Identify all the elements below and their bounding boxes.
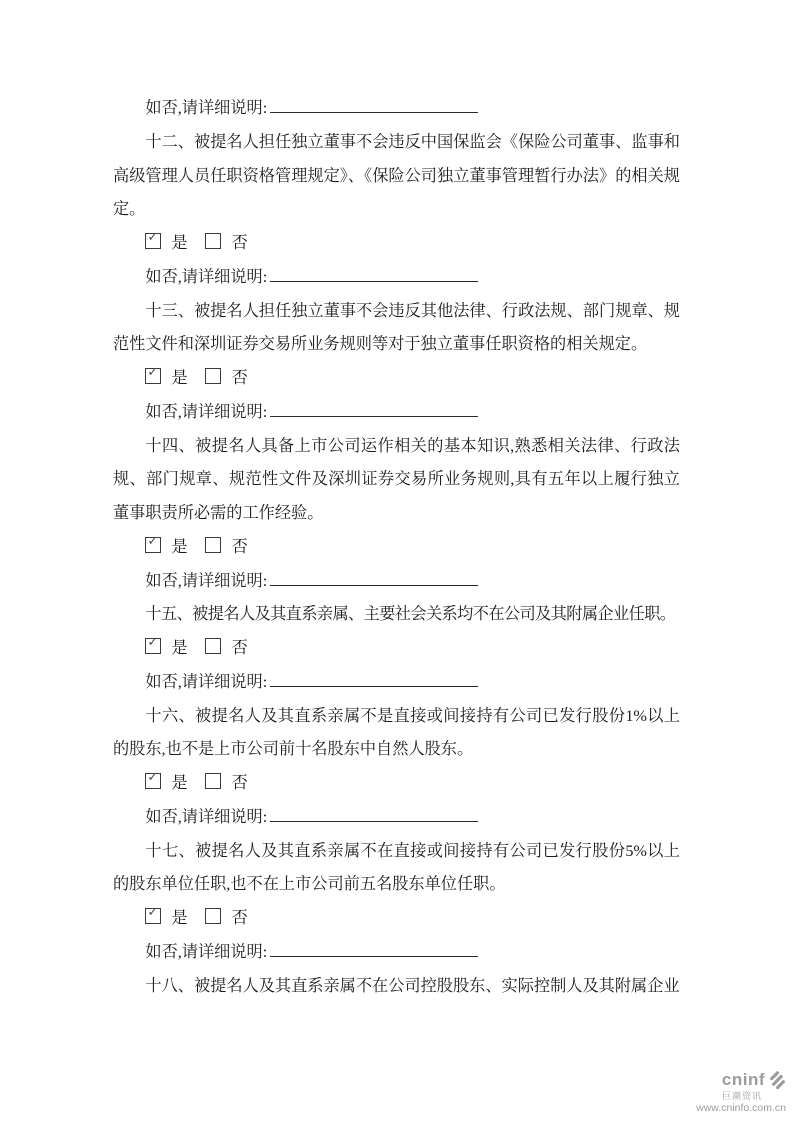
no-checkbox-empty (205, 638, 221, 654)
check-mark-icon: ✓ (147, 905, 159, 920)
checkbox-row (113, 632, 680, 666)
explain-if-no-line (113, 565, 680, 599)
checkbox-row (113, 227, 680, 261)
statement-paragraph: 十八、被提名人及其直系亲属不在公司控股股东、实际控制人及其附属企业 (145, 976, 680, 995)
yes-checkbox-checked (145, 770, 161, 789)
statement-paragraph: 十六、被提名人及其直系亲属不是直接或间接持有公司已发行股份1%以上的股东,也不是上市公司前十名股东中自然人股东。 (113, 706, 680, 759)
no-label: 否 (231, 234, 248, 252)
no-label: 否 (231, 774, 248, 792)
blank-underline (270, 112, 478, 113)
explain-if-no-line (113, 261, 680, 295)
yes-checkbox-checked (145, 635, 161, 654)
blank-underline (270, 821, 478, 822)
checkbox-row (113, 362, 680, 396)
check-mark-icon: ✓ (147, 230, 159, 245)
explain-label: 如否,请详细说明: (145, 99, 268, 117)
no-checkbox-empty (205, 368, 221, 384)
no-checkbox-empty (205, 908, 221, 924)
yes-checkbox-checked (145, 905, 161, 924)
no-label: 否 (231, 537, 248, 556)
statement-paragraph: 十五、被提名人及其直系亲属、主要社会关系均不在公司及其附属企业任职。 (145, 605, 676, 624)
yes-checkbox-checked (145, 365, 161, 384)
blank-underline (270, 956, 478, 957)
yes-label: 是 (171, 639, 188, 657)
statement-paragraph: 十四、被提名人具备上市公司运作相关的基本知识,熟悉相关法律、行政法规、部门规章、规范性文件及深圳证券交易所业务规则,具有五年以上履行独立董事职责所必需的工作经验。 (113, 436, 680, 522)
no-checkbox-empty (205, 233, 221, 249)
blank-underline (270, 281, 478, 282)
cninfo-pinwheel-icon (767, 1070, 788, 1091)
blank-underline (270, 686, 478, 687)
check-mark-icon: ✓ (147, 533, 159, 549)
yes-label: 是 (171, 234, 188, 252)
check-mark-icon: ✓ (147, 365, 159, 380)
no-label: 否 (231, 369, 248, 387)
cninfo-brand-text: cninf (721, 1070, 765, 1090)
blank-underline (270, 585, 478, 586)
cninfo-url: www.cninfo.com.cn (696, 1101, 786, 1114)
statement-paragraph: 十二、被提名人担任独立董事不会违反中国保监会《保险公司董事、监事和高级管理人员任职资格管理规定》、《保险公司独立董事管理暂行办法》的相关规定。 (113, 132, 680, 219)
explain-label: 如否,请详细说明: (145, 571, 268, 590)
explain-if-no-line (113, 801, 680, 835)
no-checkbox-empty (205, 537, 221, 553)
check-mark-icon: ✓ (147, 770, 159, 785)
checkbox-row (113, 531, 680, 565)
yes-label: 是 (171, 369, 188, 387)
explain-label: 如否,请详细说明: (145, 672, 268, 691)
explain-label: 如否,请详细说明: (145, 942, 268, 961)
yes-checkbox-checked (145, 533, 161, 553)
no-checkbox-empty (205, 773, 221, 789)
no-label: 否 (231, 909, 248, 927)
cninfo-chinese-name: 巨潮资讯 (721, 1090, 762, 1101)
yes-checkbox-checked (145, 230, 161, 249)
statement-paragraph: 十三、被提名人担任独立董事不会违反其他法律、行政法规、部门规章、规范性文件和深圳证券交易所业务规则等对于独立董事任职资格的相关规定。 (113, 301, 680, 354)
explain-label: 如否,请详细说明: (145, 807, 268, 826)
checkbox-row (113, 902, 680, 936)
blank-underline (270, 416, 478, 417)
explain-if-no-line (113, 666, 680, 700)
no-label: 否 (231, 639, 248, 657)
cninfo-logo (678, 1070, 788, 1114)
explain-if-no-line (113, 92, 680, 126)
explain-if-no-line (113, 936, 680, 970)
yes-label: 是 (171, 537, 188, 556)
yes-label: 是 (171, 774, 188, 792)
explain-if-no-line (113, 396, 680, 430)
explain-label: 如否,请详细说明: (145, 402, 268, 421)
cninfo-logo-row (678, 1070, 788, 1091)
check-mark-icon: ✓ (147, 635, 159, 650)
yes-label: 是 (171, 909, 188, 927)
statement-paragraph: 十七、被提名人及其直系亲属不在直接或间接持有公司已发行股份5%以上的股东单位任职,也不在上市公司前五名股东单位任职。 (113, 841, 680, 894)
explain-label: 如否,请详细说明: (145, 267, 268, 286)
document-body (113, 92, 680, 1003)
checkbox-row (113, 767, 680, 801)
